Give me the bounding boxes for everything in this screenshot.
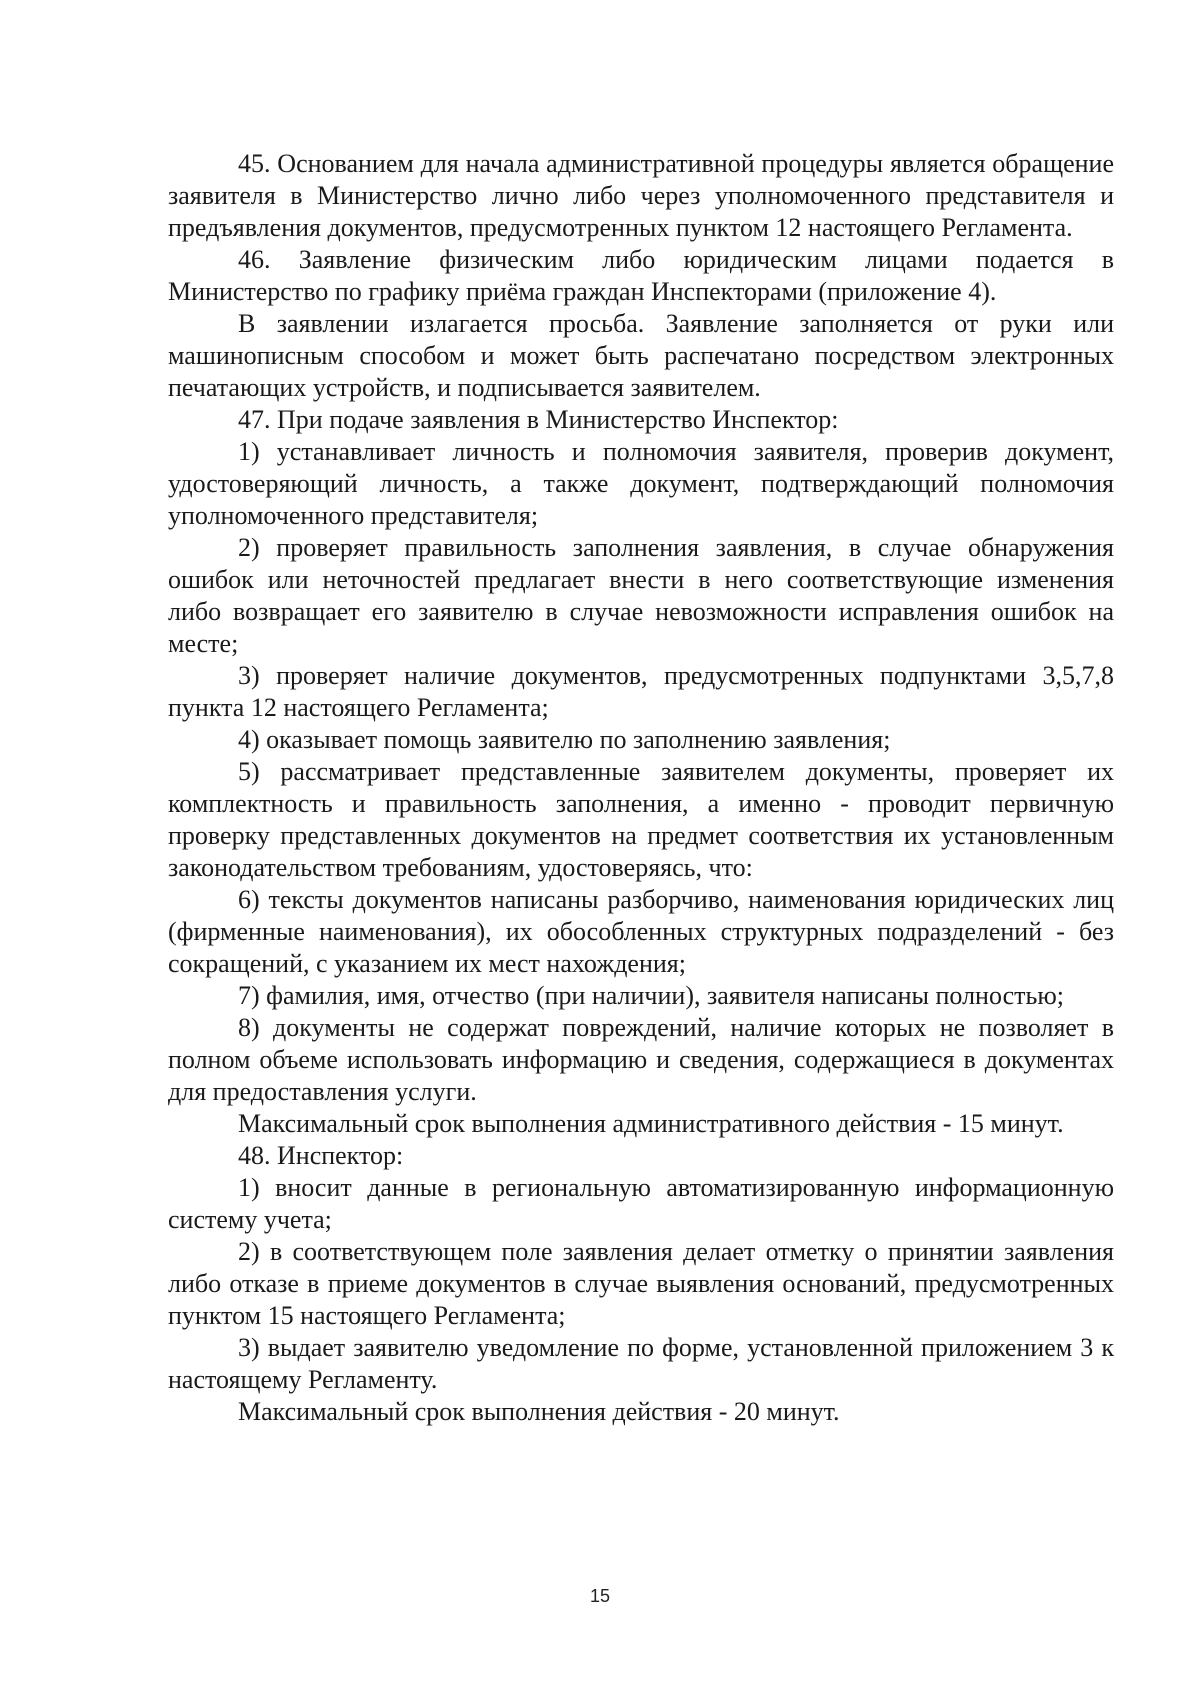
paragraph-47-item-3: 3) проверяет наличие документов, предусмотренных подпунктами 3,5,7,8 пункта 12 настоящего Регламента; (168, 661, 1114, 722)
paragraph-48-item-2: 2) в соответствующем поле заявления делает отметку о принятии заявления либо отказе в приеме документов в случае выявления оснований, предусмотренных пунктом 15 настоящего Регламента; (168, 1237, 1114, 1330)
paragraph-47-item-4: 4) оказывает помощь заявителю по заполнению заявления; (238, 725, 891, 754)
paragraph-47-item-2: 2) проверяет правильность заполнения заявления, в случае обнаружения ошибок или неточностей предлагает внести в него соответствующие изменения либо возвращает его заявителю в случае невозможности исправления ошибок на месте; (168, 533, 1114, 658)
document-body (168, 148, 1114, 1428)
paragraph-47-item-7: 7) фамилия, имя, отчество (при наличии), заявителя написаны полностью; (238, 981, 1065, 1010)
paragraph-max-time-15: Максимальный срок выполнения административного действия - 15 минут. (238, 1109, 1064, 1138)
paragraph-47-item-1: 1) устанавливает личность и полномочия заявителя, проверив документ, удостоверяющий личность, а также документ, подтверждающий полномочия уполномоченного представителя; (168, 437, 1114, 530)
paragraph-48-item-3: 3) выдает заявителю уведомление по форме, установленной приложением 3 к настоящему Регламенту. (168, 1333, 1114, 1394)
paragraph-application-request: В заявлении излагается просьба. Заявление заполняется от руки или машинописным способом и может быть распечатано посредством электронных печатающих устройств, и подписывается заявителем. (168, 309, 1114, 402)
paragraph-45: 45. Основанием для начала административной процедуры является обращение заявителя в Министерство лично либо через уполномоченного представителя и предъявления документов, предусмотренных пунктом 12 настоящего Регламента. (168, 149, 1114, 242)
page-number: 15 (589, 1586, 611, 1606)
paragraph-47-item-5: 5) рассматривает представленные заявителем документы, проверяет их комплектность и правильность заполнения, а именно - проводит первичную проверку представленных документов на предмет соответствия их установленным законодательством требованиям, удостоверяясь, что: (168, 757, 1114, 882)
paragraph-47-item-8: 8) документы не содержат повреждений, наличие которых не позволяет в полном объеме использовать информацию и сведения, содержащиеся в документах для предоставления услуги. (168, 1013, 1114, 1106)
paragraph-48-item-1: 1) вносит данные в региональную автоматизированную информационную систему учета; (168, 1173, 1114, 1234)
paragraph-47-item-6: 6) тексты документов написаны разборчиво, наименования юридических лиц (фирменные наименования), их обособленных структурных подразделений - без сокращений, с указанием их мест нахождения; (168, 885, 1114, 978)
paragraph-46: 46. Заявление физическим либо юридическим лицами подается в Министерство по графику приёма граждан Инспекторами (приложение 4). (168, 245, 1114, 306)
paragraph-48: 48. Инспектор: (238, 1141, 404, 1170)
paragraph-max-time-20: Максимальный срок выполнения действия - 20 минут. (238, 1397, 840, 1426)
paragraph-47: 47. При подаче заявления в Министерство Инспектор: (238, 405, 839, 434)
